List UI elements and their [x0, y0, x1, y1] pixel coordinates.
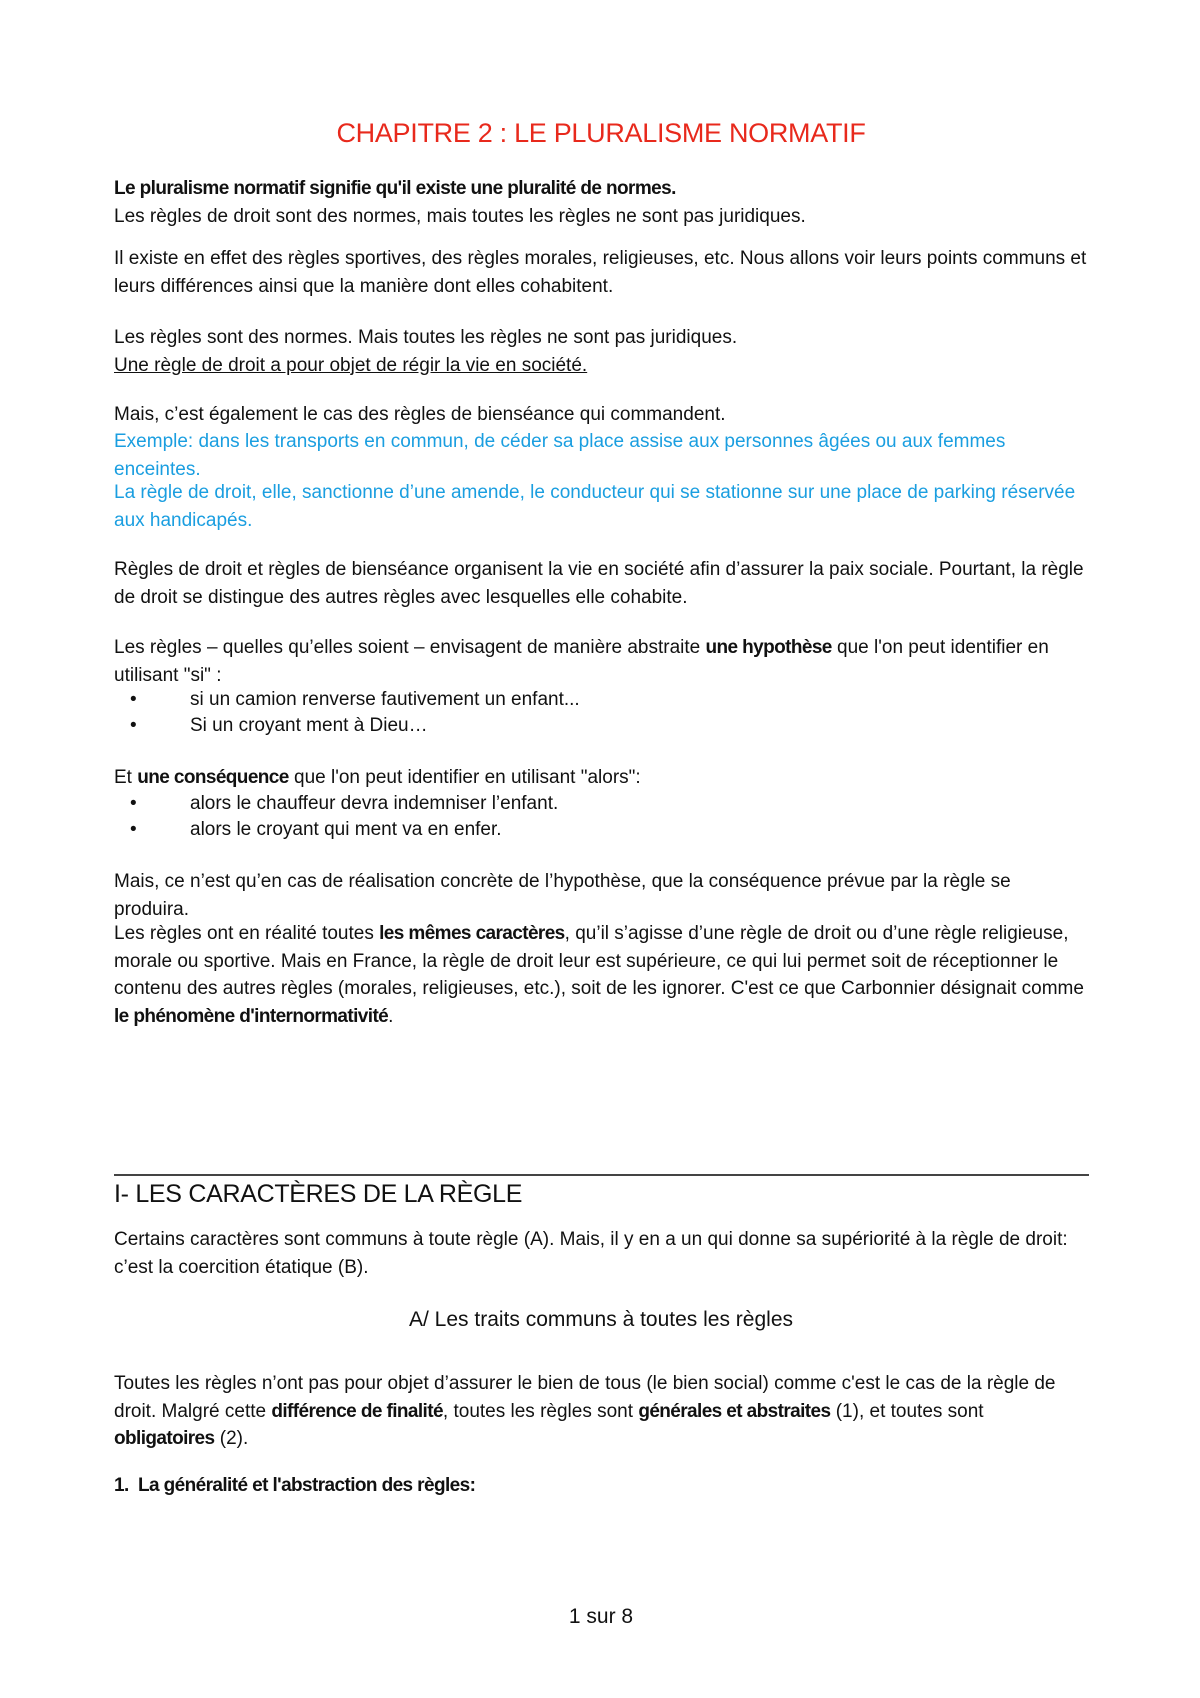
- paragraph-consequence: [114, 764, 1088, 792]
- subsection-a-heading: A/ Les traits communs à toutes les règles: [409, 1308, 793, 1331]
- normes-underlined: Une règle de droit a pour objet de régir la vie en société.: [114, 354, 588, 376]
- intro-line-2: Les règles de droit sont des normes, mais toutes les règles ne sont pas juridiques.: [114, 205, 806, 227]
- list-item-text: si un camion renverse fautivement un enfant...: [190, 689, 580, 710]
- paragraph-finalite: [114, 1370, 1088, 1453]
- paragraph-existe: Il existe en effet des règles sportives, des règles morales, religieuses, etc. Nous allons voir leurs points communs et leurs différences ainsi que la manière dont elles cohabitent.: [114, 248, 1087, 297]
- heading-text: La généralité et l'abstraction des règles:: [138, 1475, 476, 1496]
- list-item-text: alors le chauffeur devra indemniser l’enfant.: [190, 793, 559, 814]
- caracteres-bold-1: les mêmes caractères: [379, 923, 565, 944]
- finalite-text-1: Toutes les règles n’ont pas pour objet d’assurer le bien de tous (le bien social) comme c'est le cas de la règle de droit. Malgré cette: [114, 1373, 1056, 1422]
- section-divider: [114, 1174, 1089, 1176]
- list-item-text: Si un croyant ment à Dieu…: [190, 715, 428, 736]
- numbered-heading-1: [114, 1472, 1088, 1500]
- section-1-intro: Certains caractères sont communs à toute règle (A). Mais, il y en a un qui donne sa supériorité à la règle de droit: c’est la coercition étatique (B).: [114, 1229, 1068, 1278]
- list-item-text: alors le croyant qui ment va en enfer.: [190, 819, 502, 840]
- paragraph-realisation: Mais, ce n’est qu’en cas de réalisation concrète de l’hypothèse, que la conséquence prévue par la règle se produira.: [114, 871, 1011, 920]
- example-blue-2: La règle de droit, elle, sanctionne d’une amende, le conducteur qui se stationne sur une place de parking réservée aux handicapés.: [114, 482, 1076, 531]
- finalite-bold-1: différence de finalité: [271, 1400, 443, 1422]
- bullet-icon: •: [130, 819, 137, 840]
- finalite-text-2: , toutes les règles sont: [442, 1400, 639, 1422]
- caracteres-text-before: Les règles ont en réalité toutes: [114, 923, 380, 944]
- example-blue-1: Exemple: dans les transports en commun, de céder sa place assise aux personnes âgées ou aux femmes enceintes.: [114, 431, 1006, 480]
- paragraph-organisent: Règles de droit et règles de bienséance organisent la vie en société afin d’assurer la paix sociale. Pourtant, la règle de droit se distingue des autres règles avec lesquelles elle cohabite.: [114, 559, 1084, 608]
- hypothese-text-after: que l'on peut identifier en utilisant "si" :: [114, 637, 1049, 686]
- bullet-icon: •: [130, 715, 137, 736]
- section-1-heading: I- LES CARACTÈRES DE LA RÈGLE: [114, 1180, 523, 1208]
- finalite-bold-3: obligatoires: [114, 1428, 215, 1449]
- consequence-text-before: Et: [114, 767, 138, 788]
- bullet-icon: •: [130, 793, 137, 814]
- normes-line-1: Les règles sont des normes. Mais toutes les règles ne sont pas juridiques.: [114, 327, 738, 348]
- hypothese-text-before: Les règles – quelles qu’elles soient – envisagent de manière abstraite: [114, 637, 706, 658]
- paragraph-hypothese: [114, 634, 1088, 689]
- caracteres-text-middle: , qu’il s’agisse d’une règle de droit ou d’une règle religieuse, morale ou sportive. Mais en France, la règle de droit leur est supérieure, ce qui lui permet soit de réceptionner le contenu des autres règles (morales, religieuses, etc.), soit de les ignorer. C'est ce que Carbonnier désignait comme: [114, 923, 1084, 999]
- caracteres-bold-2: le phénomène d'internormativité: [114, 1005, 389, 1027]
- paragraph-bienseance: Mais, c’est également le cas des règles de bienséance qui commandent.: [114, 404, 726, 425]
- paragraph-normes: [114, 324, 1088, 379]
- paragraph-caracteres: [114, 920, 1088, 1030]
- caracteres-text-after: .: [388, 1005, 394, 1027]
- finalite-text-3: (1), et toutes sont: [830, 1400, 984, 1422]
- bullet-icon: •: [130, 689, 137, 710]
- finalite-text-4: (2).: [214, 1428, 249, 1449]
- page-number: 1 sur 8: [568, 1605, 634, 1628]
- finalite-bold-2: générales et abstraites: [638, 1400, 831, 1422]
- hypothese-bold: une hypothèse: [705, 637, 832, 658]
- consequence-bold: une conséquence: [137, 767, 289, 788]
- heading-number: 1.: [114, 1475, 129, 1496]
- intro-bold-line: Le pluralisme normatif signifie qu'il existe une pluralité de normes.: [114, 178, 676, 199]
- consequence-text-after: que l'on peut identifier en utilisant "alors":: [288, 767, 641, 788]
- intro-paragraph: [114, 175, 1088, 230]
- chapter-title: CHAPITRE 2 : LE PLURALISME NORMATIF: [336, 118, 866, 148]
